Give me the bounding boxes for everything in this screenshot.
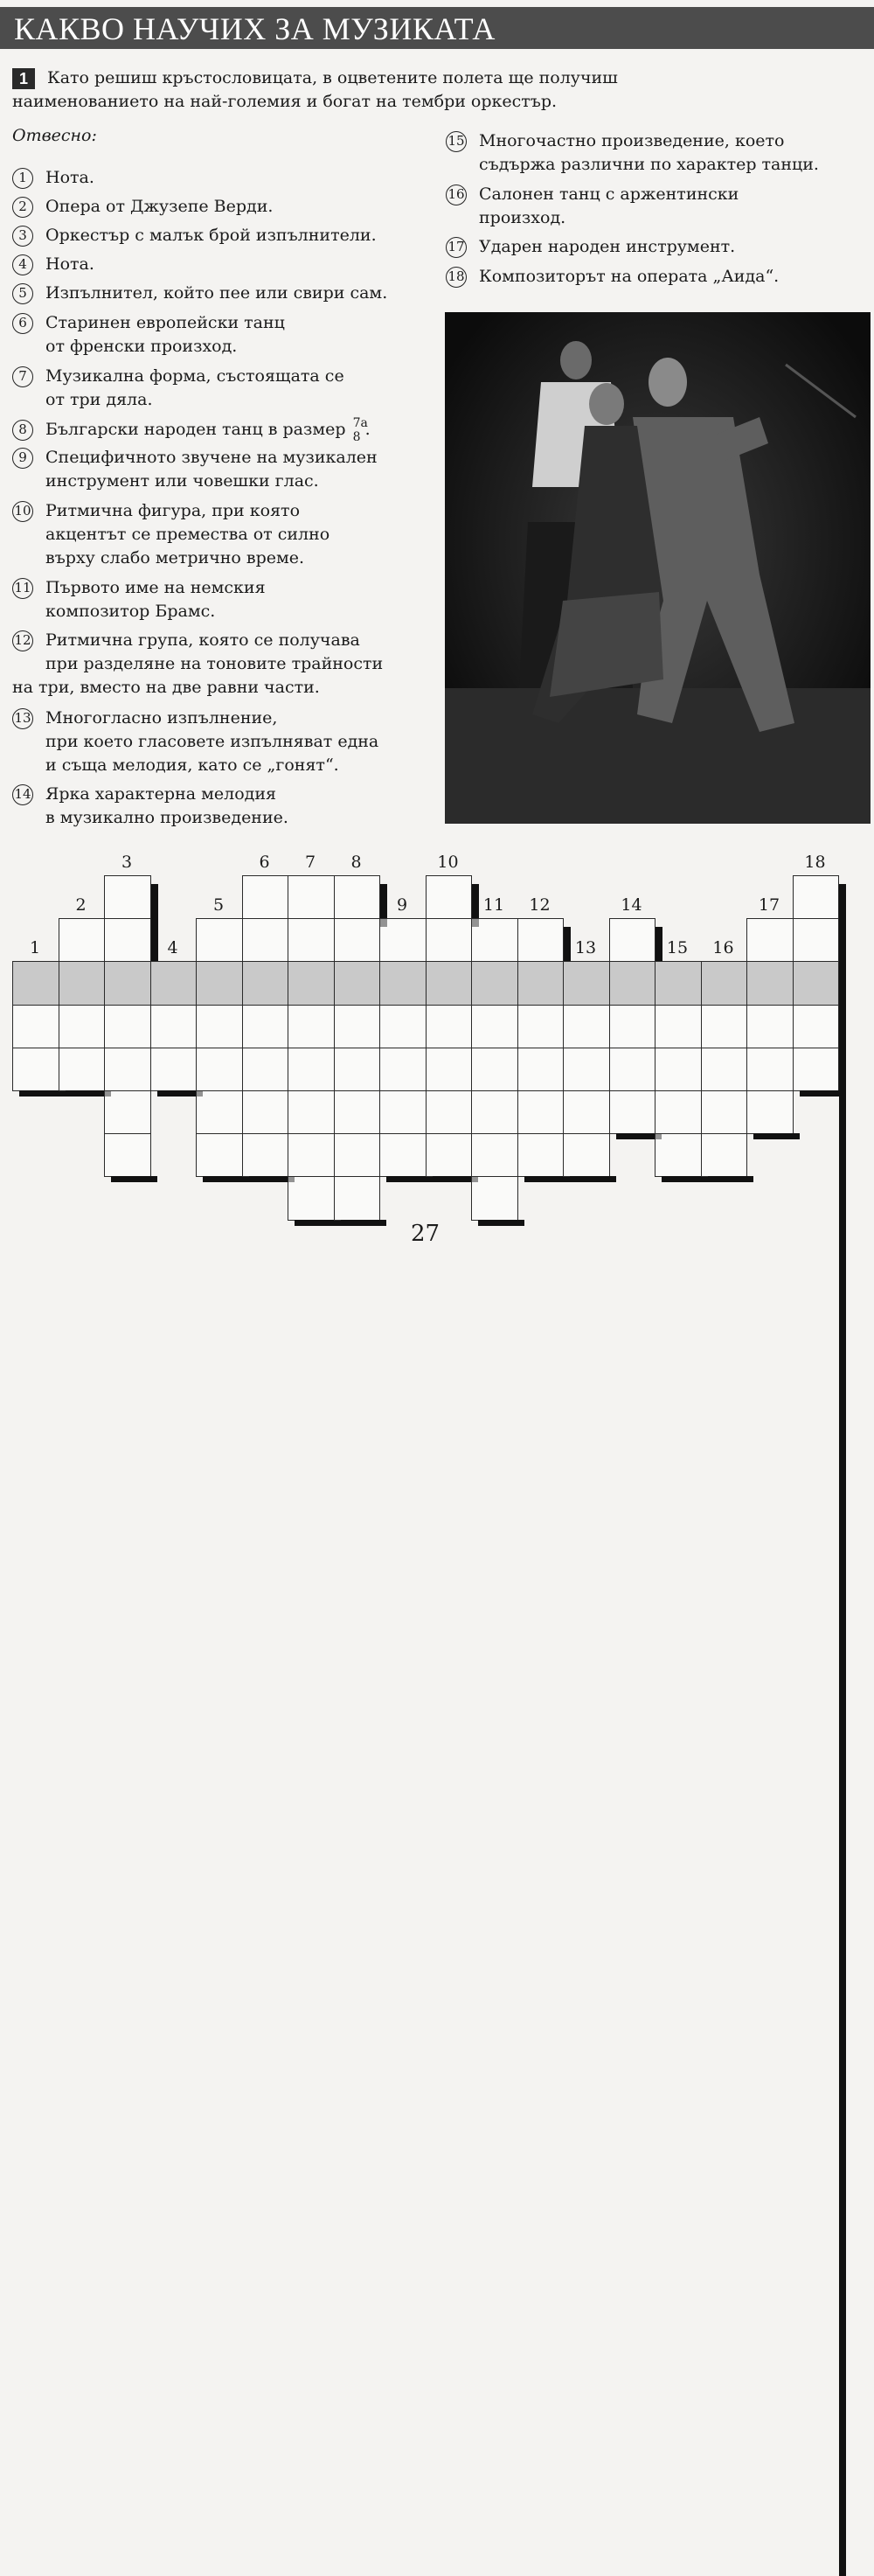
crossword-column-number: 4 [167,938,178,958]
clue-9 [12,446,378,493]
title-bar [0,7,874,49]
crossword-cell[interactable] [426,1133,473,1177]
crossword-column-number: 16 [712,938,734,958]
clue-text: Нота. [45,254,94,274]
crossword-shadow [341,1220,387,1226]
clue-text: Салонен танц с аржентински [479,184,739,204]
clue-4 [12,253,94,276]
clue-text: Специфичното звучене на музикален [45,448,378,467]
clue-number: 8 [12,420,33,441]
crossword-cell[interactable] [242,1090,289,1134]
crossword-cell[interactable] [609,1005,656,1048]
clue-text: и съща мелодия, като се „гонят“. [45,755,339,775]
clue-17 [446,235,735,259]
crossword-shadow [19,1090,66,1097]
clue-text: Старинен европейски танц [45,313,285,332]
crossword-cell-highlighted[interactable] [196,961,243,1005]
crossword-cell[interactable] [655,1090,702,1134]
crossword-cell[interactable] [563,1133,610,1177]
crossword-cell-highlighted[interactable] [746,961,794,1005]
tango-dancers-photo [445,312,871,824]
meter-fraction: 7a 8 [352,416,368,444]
crossword-cell[interactable] [59,1048,106,1091]
clue-number: 2 [12,197,33,218]
crossword-cell[interactable] [242,1048,289,1091]
crossword-cell[interactable] [334,1090,381,1134]
crossword-cell[interactable] [471,1133,518,1177]
clue-number: 4 [12,254,33,275]
clue-text: Нота. [45,168,94,187]
crossword-cell[interactable] [746,1048,794,1091]
crossword-cell[interactable] [334,1005,381,1048]
crossword-cell-highlighted[interactable] [334,961,381,1005]
crossword-column-number: 6 [259,853,270,872]
clue-1 [12,166,94,190]
crossword-cell[interactable] [563,1005,610,1048]
crossword-cell-highlighted[interactable] [471,961,518,1005]
clue-13 [12,707,378,777]
crossword-column-number: 14 [621,895,642,916]
crossword-cell-highlighted[interactable] [517,961,565,1005]
clue-number: 11 [12,578,33,599]
crossword-cell[interactable] [334,1176,381,1220]
crossword-cell-highlighted[interactable] [242,961,289,1005]
crossword-column-number: 5 [212,895,225,916]
clue-5 [12,282,387,305]
clue-number: 7 [12,366,33,387]
crossword-cell[interactable] [609,918,656,962]
clue-15 [446,129,819,177]
crossword-shadow [839,884,846,2576]
clue-18 [446,265,779,289]
clue-text: инструмент или човешки глас. [45,471,319,491]
crossword-cell[interactable] [563,1090,610,1134]
crossword-cell[interactable] [196,1048,243,1091]
crossword-cell[interactable] [517,1005,565,1048]
clue-text: при разделяне на тоновите трайности [45,654,384,673]
clue-text: Ритмична фигура, при която [45,501,301,520]
clue-number: 5 [12,283,33,304]
clue-number: 1 [12,168,33,189]
crossword-cell-highlighted[interactable] [288,961,335,1005]
crossword-cell[interactable] [59,918,106,962]
crossword-cell[interactable] [104,1005,151,1048]
crossword-cell[interactable] [288,875,335,919]
crossword-cell[interactable] [104,918,151,962]
crossword-cell[interactable] [12,1048,59,1091]
crossword-cell[interactable] [104,1090,151,1134]
clue-text: Ударен народен инструмент. [479,237,736,256]
crossword-column-number: 15 [666,938,689,958]
crossword-cell[interactable] [471,1005,518,1048]
crossword-cell[interactable] [426,875,473,919]
clue-text: в музикално произведение. [45,808,288,827]
clue-number: 6 [12,313,33,334]
crossword-cell-highlighted[interactable] [379,961,427,1005]
crossword-cell[interactable] [288,1176,335,1220]
clue-text: Ярка характерна мелодия [45,784,276,804]
crossword-cell[interactable] [242,875,289,919]
crossword-cell[interactable] [288,1090,335,1134]
crossword-cell[interactable] [59,1005,106,1048]
clue-text: Музикална форма, състоящата се [45,366,344,386]
crossword-cell[interactable] [471,1176,518,1220]
crossword-cell[interactable] [196,1133,243,1177]
crossword-cell[interactable] [701,1048,748,1091]
crossword-cell[interactable] [426,1048,473,1091]
crossword-cell[interactable] [426,1005,473,1048]
clue-number: 14 [12,784,33,805]
clue-10 [12,499,329,570]
crossword-shadow [662,1176,708,1182]
crossword-cell[interactable] [471,918,518,962]
crossword-cell[interactable] [746,1090,794,1134]
clue-number: 18 [446,267,467,288]
crossword-cell[interactable] [563,1048,610,1091]
crossword-cell[interactable] [334,1133,381,1177]
crossword-cell[interactable] [517,1133,565,1177]
crossword-cell-highlighted[interactable] [150,961,198,1005]
crossword-cell-highlighted[interactable] [104,961,151,1005]
clue-text: Първото име на немския [45,578,266,597]
crossword-column-number: 12 [529,895,551,916]
task-number: 1 [12,68,35,89]
crossword-cell[interactable] [517,1048,565,1091]
crossword-cell[interactable] [150,1005,198,1048]
clue-text: Изпълнител, който пее или свири сам. [45,283,388,303]
crossword-cell-highlighted[interactable] [12,961,59,1005]
crossword-column-number: 8 [350,853,362,872]
crossword-cell[interactable] [793,918,840,962]
crossword-cell[interactable] [701,1005,748,1048]
clue-text: произход. [479,208,566,227]
clue-text: Многогласно изпълнение, [45,708,278,728]
clue-text: съдържа различни по характер танци. [479,155,819,174]
clue-text: композитор Брамс. [45,602,216,621]
crossword-cell[interactable] [196,918,243,962]
clue-number: 13 [12,708,33,729]
crossword-cell[interactable] [104,1133,151,1177]
crossword-column-number: 1 [29,938,41,958]
section-label: Отвесно: [12,126,97,145]
crossword-cell[interactable] [242,918,289,962]
crossword-cell[interactable] [379,1090,427,1134]
crossword-shadow [478,1220,524,1226]
crossword-cell[interactable] [655,1005,702,1048]
clue-number: 12 [12,630,33,651]
clue-6 [12,311,285,359]
clue-3 [12,224,377,247]
crossword-cell[interactable] [655,1133,702,1177]
clue-text: при което гласовете изпълняват една [45,732,379,751]
clue-text: акцентът се премества от силно [45,525,330,544]
crossword-shadow [524,1176,571,1182]
crossword-shadow [386,1176,433,1182]
crossword-shadow [708,1176,754,1182]
crossword-column-number: 13 [574,938,597,958]
crossword-cell[interactable] [379,1133,427,1177]
crossword-cell-highlighted[interactable] [655,961,702,1005]
clue-text: Многочастно произведение, което [479,131,785,150]
crossword-column-number: 17 [758,895,780,916]
crossword-cell[interactable] [288,918,335,962]
crossword-cell-highlighted[interactable] [59,961,106,1005]
crossword-cell[interactable] [288,1048,335,1091]
crossword-cell-highlighted[interactable] [426,961,473,1005]
crossword-cell[interactable] [334,875,381,919]
crossword-cell[interactable] [379,918,427,962]
crossword-cell[interactable] [793,1005,840,1048]
crossword-cell[interactable] [379,1048,427,1091]
crossword-shadow [203,1176,249,1182]
crossword-cell[interactable] [150,1048,198,1091]
page-number: 27 [411,1221,440,1247]
crossword-cell-highlighted[interactable] [793,961,840,1005]
crossword-cell[interactable] [379,1005,427,1048]
clue-number: 15 [446,131,467,152]
crossword-cell[interactable] [793,1048,840,1091]
crossword-cell[interactable] [746,1005,794,1048]
clue-11 [12,576,266,623]
crossword-cell[interactable] [196,1005,243,1048]
clue-16 [446,183,739,230]
crossword-cell[interactable] [242,1133,289,1177]
crossword-cell[interactable] [701,1133,748,1177]
crossword-cell[interactable] [609,1090,656,1134]
crossword-cell[interactable] [746,918,794,962]
clue-number: 16 [446,184,467,205]
crossword-cell[interactable] [517,918,565,962]
crossword-cell[interactable] [288,1005,335,1048]
crossword-column-number: 2 [75,895,87,916]
clue-number: 9 [12,448,33,469]
clue-7 [12,365,344,412]
task-statement [12,66,799,114]
clue-text: Опера от Джузепе Верди. [45,197,274,216]
crossword-cell[interactable] [471,1090,518,1134]
clue-number: 10 [12,501,33,522]
crossword-cell[interactable] [793,875,840,919]
clue-text: Композиторът на операта „Аида“. [479,267,780,286]
clue-14 [12,783,288,830]
crossword-shadow [151,884,158,970]
crossword-cell-highlighted[interactable] [609,961,656,1005]
clue-text: от три дяла. [45,390,153,409]
crossword-cell-highlighted[interactable] [701,961,748,1005]
crossword-column-number: 11 [482,895,505,916]
clue-text: върху слабо метрично време. [45,548,305,567]
page-title: КАКВО НАУЧИХ ЗА МУЗИКАТА [14,11,496,46]
task-text-line2: наименованието на най-големия и богат на тембри оркестър. [12,92,558,111]
crossword-cell[interactable] [609,1048,656,1091]
crossword-cell[interactable] [196,1090,243,1134]
clue-12 [12,629,383,700]
crossword-column-number: 3 [121,853,133,872]
crossword-column-number: 9 [396,895,408,916]
clue-number: 17 [446,237,467,258]
clue-8: 8 Български народен танц в размер 7a 8 . [12,418,371,442]
crossword-cell[interactable] [334,918,381,962]
crossword-cell[interactable] [517,1090,565,1134]
crossword-shadow [111,1176,157,1182]
dancers-illustration [445,312,871,824]
crossword-column-number: 10 [437,853,459,872]
clue-text: Ритмична група, която се получава [45,630,360,650]
crossword-cell[interactable] [242,1005,289,1048]
clue-text: Български народен танц в размер [45,420,346,439]
crossword-cell[interactable] [104,1048,151,1091]
clue-text: на три, вместо на две равни части. [12,678,320,697]
clue-text: Оркестър с малък брой изпълнители. [45,226,377,245]
crossword-cell[interactable] [426,1090,473,1134]
task-text-line1: Като решиш кръстословицата, в оцветените полета ще получиш [47,68,618,87]
crossword-cell[interactable] [426,918,473,962]
crossword-cell[interactable] [471,1048,518,1091]
crossword-cell[interactable] [104,875,151,919]
crossword-cell[interactable] [655,1048,702,1091]
clue-number: 3 [12,226,33,247]
crossword-column-number: 18 [804,853,826,872]
crossword-column-number: 7 [304,853,316,872]
crossword-cell[interactable] [701,1090,748,1134]
crossword-shadow [295,1220,341,1226]
crossword-cell[interactable] [12,1005,59,1048]
clue-2 [12,195,273,219]
crossword-cell-highlighted[interactable] [563,961,610,1005]
crossword-shadow [570,1176,616,1182]
crossword-cell[interactable] [288,1133,335,1177]
crossword-shadow [753,1133,800,1139]
clue-text: от френски произход. [45,337,238,356]
crossword-cell[interactable] [334,1048,381,1091]
